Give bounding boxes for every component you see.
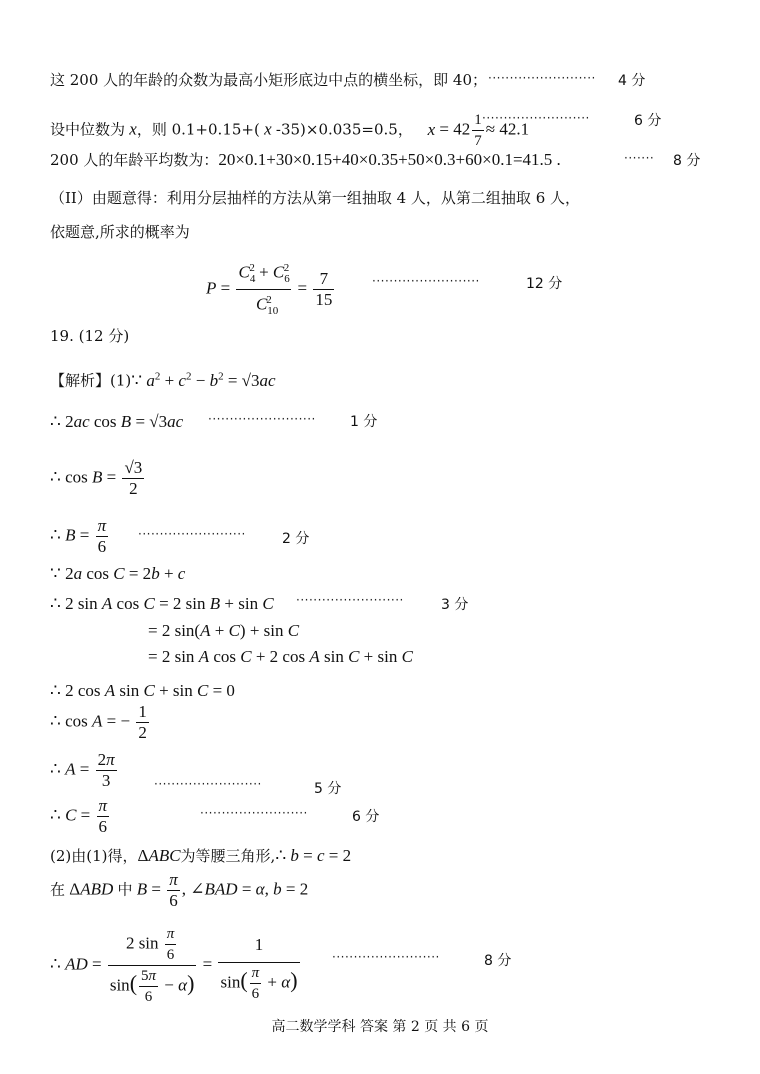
dots: ························· xyxy=(372,274,480,288)
step-AD: ∴ AD = 2 sin $\frac{\pi}{6}$ sin( $\frac{5\pi}{6}$ − α) = 1 sin( $\frac{\pi}{6}$ + α) xyxy=(50,926,298,1005)
score-8: 8 分 xyxy=(673,153,701,169)
dots: ······· xyxy=(624,151,655,165)
step-sin-1: ∴ 2 sin A cos C = 2 sin B + sin C xyxy=(50,594,274,613)
dots: ························· xyxy=(488,71,596,85)
step-sin-3: = 2 sin A cos C + 2 cos A sin C + sin C xyxy=(148,647,413,666)
step-2acosC: ∵ 2a cos C = 2b + c xyxy=(50,564,186,583)
dots: ························· xyxy=(208,412,316,426)
analysis-start: 【解析】(1)∵ $a^2 + c^2 - b^2 = √3ac$ xyxy=(50,370,276,390)
part2-abd: 在 ΔABD 中 B = $\frac{\pi}{6}$ , ∠BAD = α, b = 2 xyxy=(50,870,309,910)
dots: ························· xyxy=(138,527,246,541)
text-probability: 依题意,所求的概率为 xyxy=(50,223,190,241)
step-cosB: ∴ cos B = $\frac{√3}{2}$ xyxy=(50,458,143,498)
score-5: 5 分 xyxy=(314,781,342,797)
page-footer: 高二数学学科 答案 第 2 页 共 6 页 xyxy=(271,1019,489,1035)
score-8b: 8 分 xyxy=(484,953,512,969)
score-2: 2 分 xyxy=(282,531,310,547)
formula-probability: P = $\frac{C_4^2 + C_6^2}{C_{10}^2}$ = $\frac{7}{15}$ xyxy=(206,258,336,321)
step-cosA: ∴ cos A = − $\frac{1}{2}$ xyxy=(50,702,147,742)
text-median: 设中位数为 x，则 0.1+0.15+( x -35)×0.035=0.5， x = 42 $\frac{1}{7}$ ≈ 42.1 xyxy=(50,112,530,149)
score-12: 12 分 xyxy=(526,276,563,292)
step-sin-2: = 2 sin(A + C) + sin C xyxy=(148,621,300,640)
dots: ························· xyxy=(482,111,590,125)
dots: ························· xyxy=(154,777,262,791)
dots: ························· xyxy=(332,950,440,964)
text-average: 200 人的年龄平均数为：20×0.1+30×0.15+40×0.35+50×0.3+60×0.1=41.5 . xyxy=(50,150,561,169)
score-6: 6 分 xyxy=(634,113,662,129)
step-A: ∴ A = $\frac{2\pi}{3}$ xyxy=(50,750,115,790)
score-6b: 6 分 xyxy=(352,809,380,825)
question-19: 19. (12 分) xyxy=(50,327,130,345)
part2-start: (2)由(1)得，ΔABC为等腰三角形,∴ b = c = 2 xyxy=(50,846,352,865)
dots: ························· xyxy=(296,593,404,607)
dots: ························· xyxy=(200,806,308,820)
score-4: 4 分 xyxy=(618,73,646,89)
text-stratified: （II）由题意得：利用分层抽样的方法从第一组抽取 4 人，从第二组抽取 6 人， xyxy=(50,189,581,207)
step-cosA-eq: ∴ 2 cos A sin C + sin C = 0 xyxy=(50,681,235,700)
step-C: ∴ C = $\frac{\pi}{6}$ xyxy=(50,796,108,836)
text-mode: 这 200 人的年龄的众数为最高小矩形底边中点的横坐标，即 40； xyxy=(50,71,488,89)
step-B: ∴ B = $\frac{\pi}{6}$ xyxy=(50,516,107,556)
step-2accosB: ∴ 2ac cos B = √3ac xyxy=(50,412,184,431)
score-1: 1 分 xyxy=(350,414,378,430)
score-3: 3 分 xyxy=(441,597,469,613)
